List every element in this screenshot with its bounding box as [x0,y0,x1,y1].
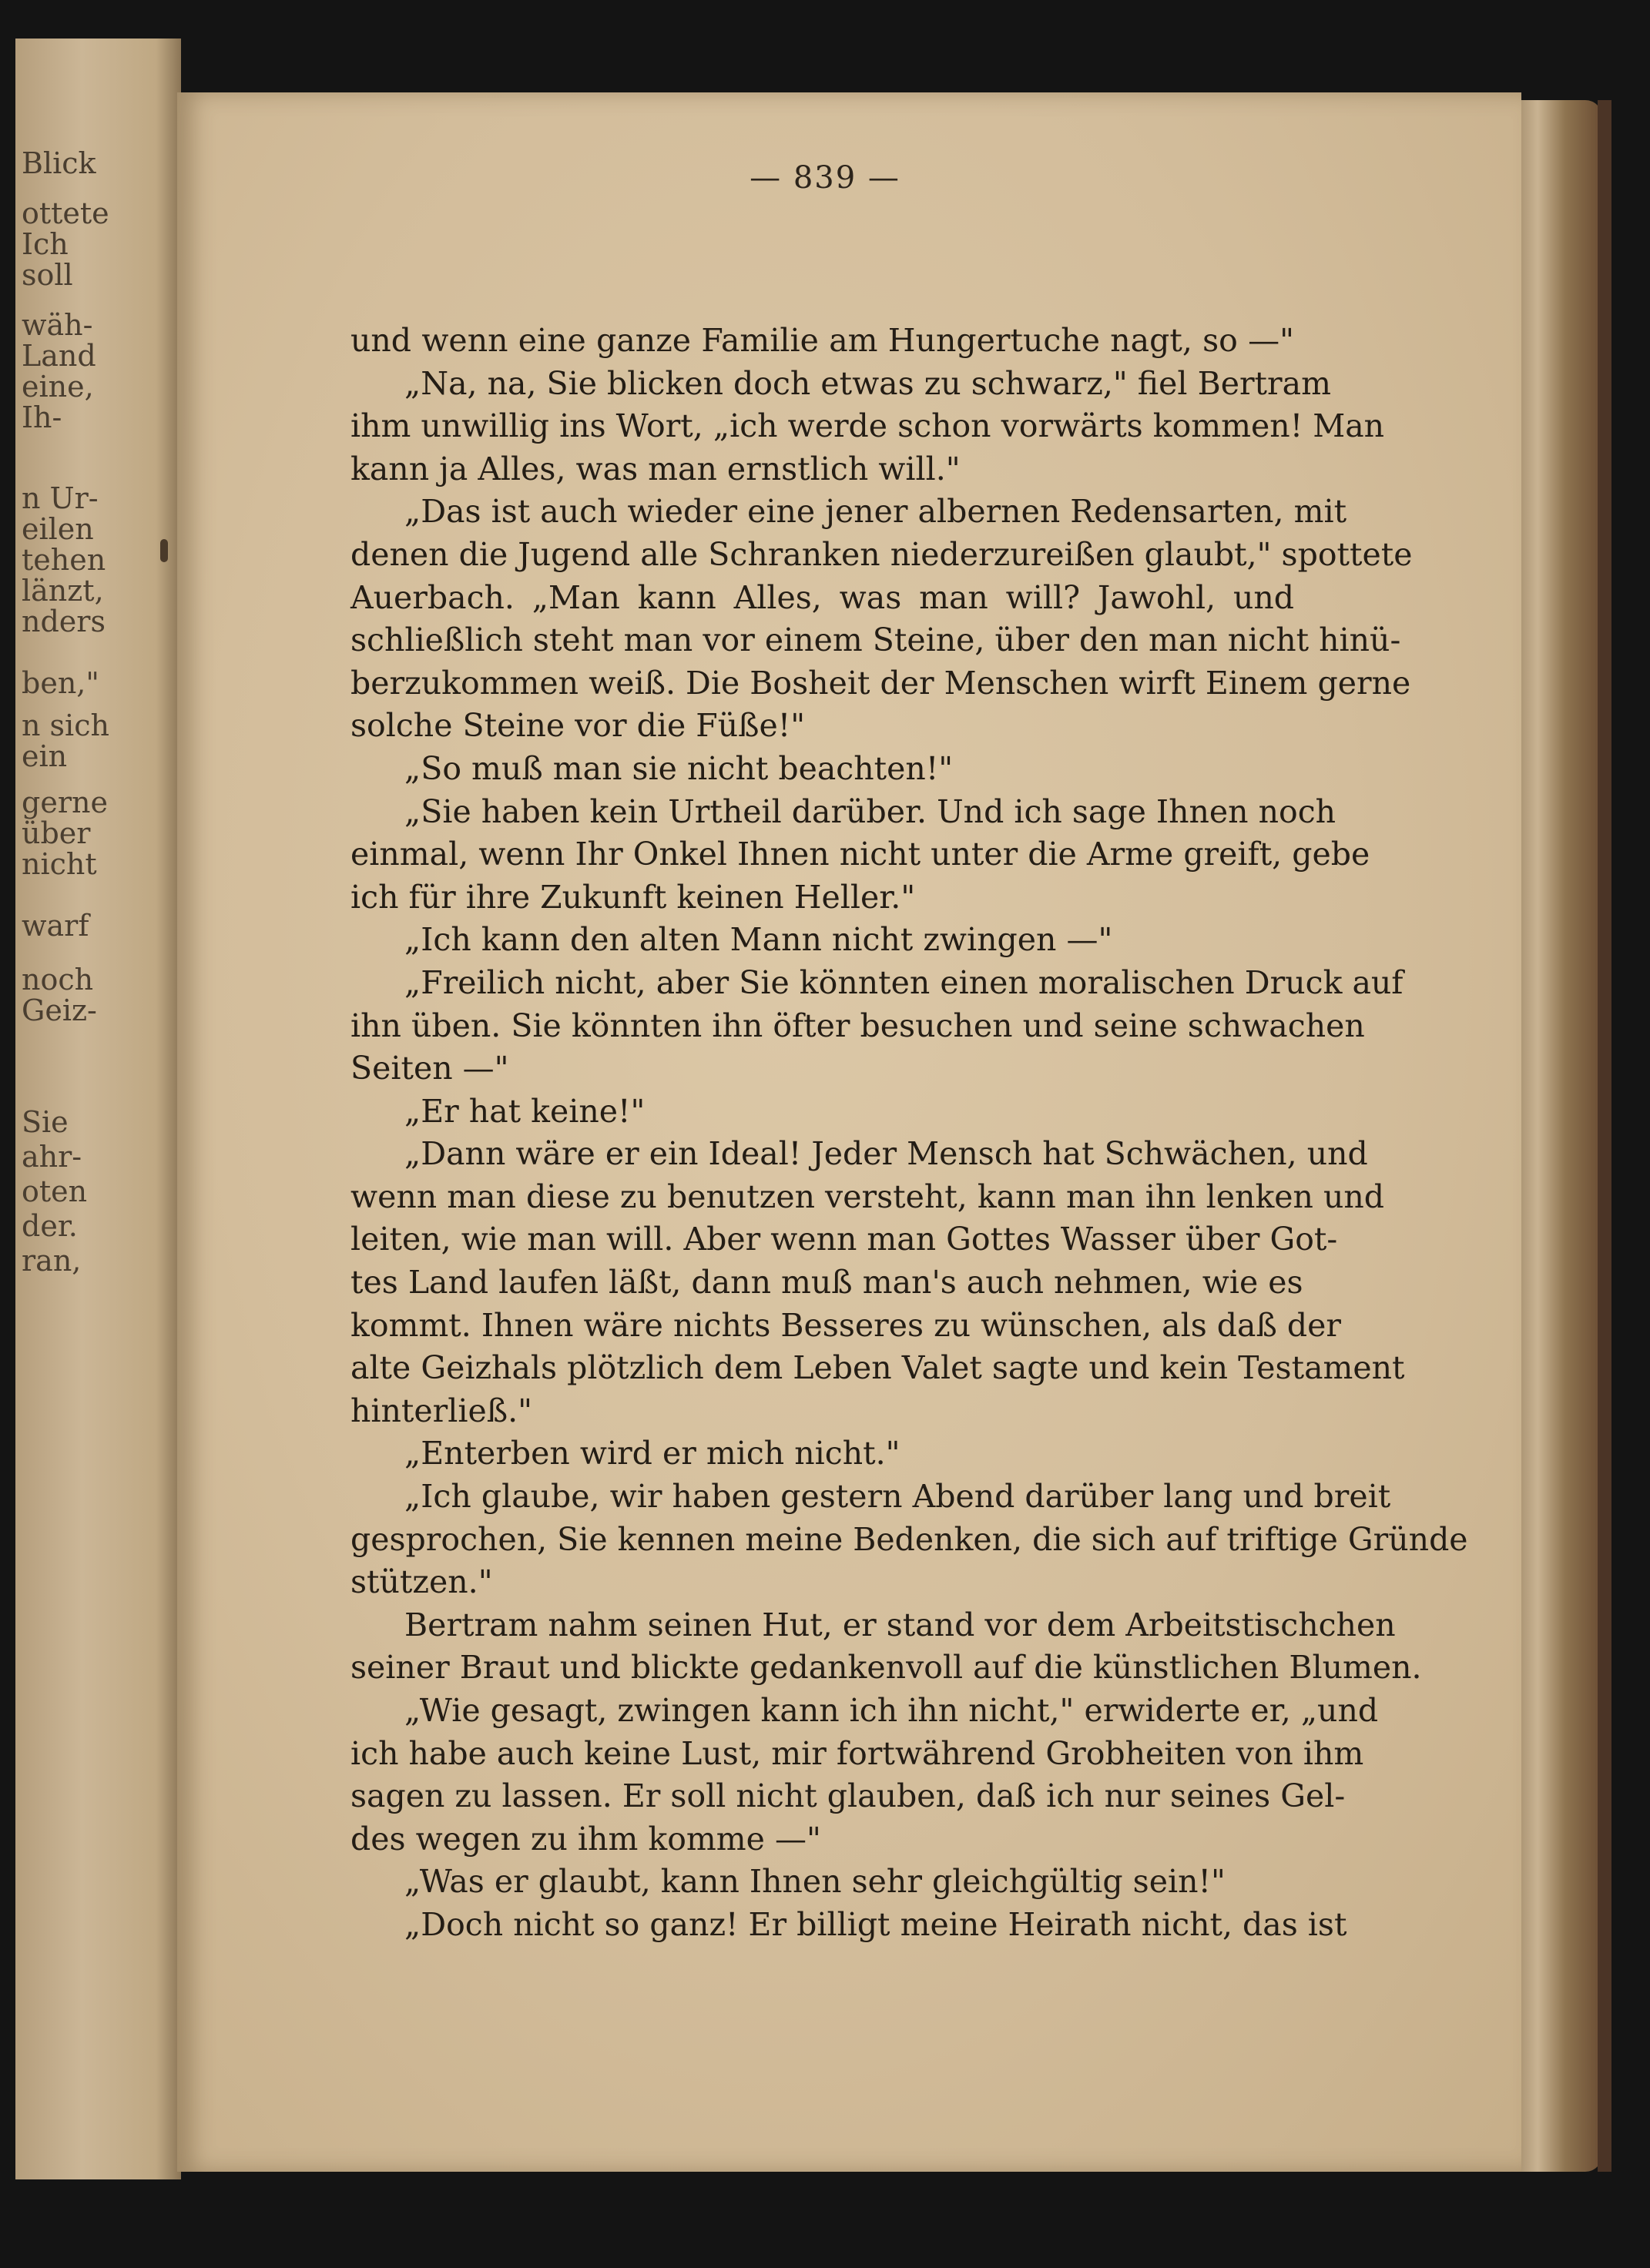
left-page-fragment: n Ur- [22,481,99,515]
left-page-fragment: tehen [22,543,106,577]
text-line: einmal, wenn Ihr Onkel Ihnen nicht unter die Arme greift, gebe [350,836,1370,873]
text-line: Seiten —" [350,1050,509,1087]
book-page-edges [1510,100,1602,2172]
text-line: „Was er glaubt, kann Ihnen sehr gleichgültig sein!" [404,1863,1226,1901]
left-page-fragment: ben," [22,666,99,700]
text-line: „Doch nicht so ganz! Er billigt meine Heirath nicht, das ist [404,1905,1347,1943]
left-page-fragment: länzt, [22,574,104,608]
left-page-fragment: noch [22,963,94,997]
text-line: schließlich steht man vor einem Steine, über den man nicht hinü- [350,621,1401,659]
text-line: ihn üben. Sie könnten ihn öfter besuchen und seine schwachen [350,1007,1365,1044]
text-line: tes Land laufen läßt, dann muß man's auch nehmen, wie es [350,1264,1303,1302]
left-page-fragment: nicht [22,847,97,881]
page-body-text [350,320,1468,1947]
left-page-fragment: eine, [22,370,94,404]
left-page-fragment: soll [22,258,73,292]
text-line: gesprochen, Sie kennen meine Bedenken, die sich auf triftige Gründe [350,1520,1468,1558]
text-line: „Er hat keine!" [404,1092,646,1130]
text-line: hinterließ." [350,1392,533,1429]
text-line: „Sie haben kein Urtheil darüber. Und ich sage Ihnen noch [404,792,1336,830]
left-facing-page [15,39,181,2179]
text-line: wenn man diese zu benutzen versteht, kann man ihn lenken und [350,1178,1385,1215]
left-page-fragment: ahr- [22,1140,82,1174]
text-line: „Ich kann den alten Mann nicht zwingen —" [404,921,1113,959]
text-line: und wenn eine ganze Familie am Hungertuche nagt, so —" [350,322,1294,359]
left-page-fragment: Blick [22,146,96,180]
left-page-fragment: nders [22,605,106,638]
text-line: Bertram nahm seinen Hut, er stand vor dem Arbeitstischchen [404,1606,1396,1643]
left-page-fragment: warf [22,909,89,943]
text-line: sagen zu lassen. Er soll nicht glauben, daß ich nur seines Gel- [350,1777,1346,1815]
left-page-fragment: Ich [22,227,69,261]
left-page-fragment: ein [22,739,68,773]
text-line: „Enterben wird er mich nicht." [404,1435,900,1472]
text-line: ich habe auch keine Lust, mir fortwährend Grobheiten von ihm [350,1734,1364,1772]
left-page-fragment: wäh- [22,308,93,342]
left-page-fragment: n sich [22,709,109,742]
left-page-fragment: Ih- [22,400,62,434]
text-line: ich für ihre Zukunft keinen Heller." [350,878,916,916]
text-line: „Ich glaube, wir haben gestern Abend darüber lang und breit [404,1478,1391,1516]
left-page-fragment: ran, [22,1244,82,1278]
left-page-fragment: ottete [22,196,109,230]
text-line: des wegen zu ihm komme —" [350,1820,821,1858]
text-line: stützen." [350,1563,493,1601]
left-page-fragment: eilen [22,512,94,546]
text-line: denen die Jugend alle Schranken niederzureißen glaubt," spottete [350,535,1413,573]
text-line: seiner Braut und blickte gedankenvoll auf die künstlichen Blumen. [350,1649,1422,1687]
left-page-fragment: Land [22,339,96,373]
text-line: „Wie gesagt, zwingen kann ich ihn nicht," erwiderte er, „und [404,1692,1379,1729]
text-line: „Freilich nicht, aber Sie könnten einen moralischen Druck auf [404,963,1404,1001]
left-page-fragment: Geiz- [22,993,97,1027]
text-line: „So muß man sie nicht beachten!" [404,749,954,787]
page-number: — 839 — [750,160,900,196]
text-line: „Dann wäre er ein Ideal! Jeder Mensch hat Schwächen, und [404,1135,1368,1173]
text-line: alte Geizhals plötzlich dem Leben Valet sagte und kein Testament [350,1349,1405,1387]
left-page-fragment: gerne [22,786,108,819]
text-line: „Das ist auch wieder eine jener albernen Redensarten, mit [404,493,1347,531]
left-page-fragment: der. [22,1209,78,1243]
text-line: berzukommen weiß. Die Bosheit der Menschen wirft Einem gerne [350,664,1411,702]
text-line: ihm unwillig ins Wort, „ich werde schon vorwärts kommen! Man [350,407,1385,445]
left-page-fragment: Sie [22,1105,69,1139]
left-page-fragment: oten [22,1174,88,1208]
text-line: kann ja Alles, was man ernstlich will." [350,450,961,487]
left-page-fragment: über [22,816,91,850]
text-line: solche Steine vor die Füße!" [350,707,806,745]
text-line: Auerbach. „Man kann Alles, was man will? Jawohl, und [350,578,1294,616]
binding-mark [160,539,168,562]
text-line: leiten, wie man will. Aber wenn man Gottes Wasser über Got- [350,1221,1338,1258]
text-line: „Na, na, Sie blicken doch etwas zu schwarz," fiel Bertram [404,364,1331,402]
text-line: kommt. Ihnen wäre nichts Besseres zu wünschen, als daß der [350,1306,1342,1344]
